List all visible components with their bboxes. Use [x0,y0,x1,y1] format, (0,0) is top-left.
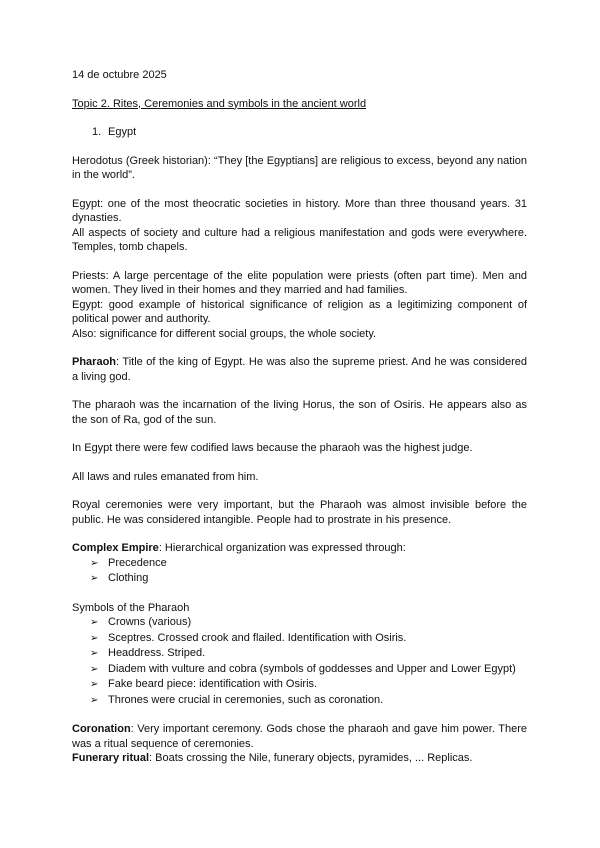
coronation-definition: : Very important ceremony. Gods chose the pharaoh and gave him power. There was a ritual sequence of ceremonies. [72,723,527,750]
pharaoh-definition: : Title of the king of Egypt. He was also the supreme priest. And he was considered a living god. [72,356,527,383]
list-item [90,556,527,572]
document-page [72,68,527,766]
arrow-bullet-icon: ➢ [90,557,99,569]
symbols-heading: Symbols of the Pharaoh [72,601,190,614]
list-item-text: Precedence [108,556,167,569]
arrow-bullet-icon: ➢ [90,679,99,690]
list-item-text: Fake beard piece: identification with Osiris. [108,678,318,690]
pharaoh-term: Pharaoh [72,356,117,368]
paragraph-egypt-example: Egypt: good example of historical significance of religion as a legitimizing component of political power and authority. [72,298,527,325]
list-item [90,662,527,678]
paragraph-coronation [72,722,527,751]
symbols-list [72,615,527,708]
list-item [90,631,527,647]
arrow-bullet-icon: ➢ [90,632,99,644]
list-item-text: Diadem with vulture and cobra (symbols of goddesses and Upper and Lower Egypt) [108,662,516,675]
arrow-bullet-icon: ➢ [90,573,99,584]
paragraph-egypt-theocratic: Egypt: one of the most theocratic societies in history. More than three thousand years. 31 dynasties. [72,197,527,224]
arrow-bullet-icon: ➢ [90,663,99,675]
complex-empire-list [72,556,527,587]
list-item-text: Crowns (various) [108,616,192,628]
arrow-bullet-icon: ➢ [90,648,99,659]
list-item-text: Headdress. Striped. [108,647,206,659]
list-item [90,615,527,631]
paragraph-also: Also: significance for different social groups, the whole society. [72,327,377,340]
paragraph-all-aspects: All aspects of society and culture had a religious manifestation and gods were everywhere. Temples, tomb chapels. [72,226,527,253]
list-item [90,571,527,587]
paragraph-funerary-ritual [72,751,527,766]
arrow-bullet-icon: ➢ [90,694,99,706]
section-number: 1. [92,126,102,138]
paragraph-pharaoh [72,355,527,384]
paragraph-laws: In Egypt there were few codified laws because the pharaoh was the highest judge. [72,442,473,454]
paragraph-horus: The pharaoh was the incarnation of the living Horus, the son of Osiris. He appears also as the son of Ra, god of the sun. [72,399,527,426]
date: 14 de octubre 2025 [72,69,167,81]
list-item-text: Sceptres. Crossed crook and flailed. Identification with Osiris. [108,631,407,644]
arrow-bullet-icon: ➢ [90,617,99,628]
list-item [90,693,527,709]
list-item [90,646,527,662]
complex-empire-term: Complex Empire [72,542,159,554]
paragraph-priests: Priests: A large percentage of the elite population were priests (often part time). Men and women. They lived in their homes and they married and had families. [72,269,527,296]
funerary-ritual-definition: : Boats crossing the Nile, funerary objects, pyramides, ... Replicas. [149,752,473,764]
topic-title: Topic 2. Rites, Ceremonies and symbols in the ancient world [72,97,367,110]
section-title: Egypt [108,126,137,138]
coronation-term: Coronation [72,723,131,735]
funerary-ritual-term: Funerary ritual [72,752,150,764]
section-heading [72,125,527,140]
complex-empire-definition: : Hierarchical organization was expressed through: [158,542,406,554]
paragraph-herodotus: Herodotus (Greek historian): “They [the Egyptians] are religious to excess, beyond any nation in the world”. [72,154,527,181]
paragraph-complex-empire [72,541,527,556]
list-item-text: Thrones were crucial in ceremonies, such as coronation. [108,693,384,706]
paragraph-emanated: All laws and rules emanated from him. [72,470,259,483]
list-item [90,677,527,693]
paragraph-royal-ceremonies: Royal ceremonies were very important, but the Pharaoh was almost invisible before the public. He was considered intangible. People had to prostrate in his presence. [72,499,527,526]
list-item-text: Clothing [108,572,149,584]
